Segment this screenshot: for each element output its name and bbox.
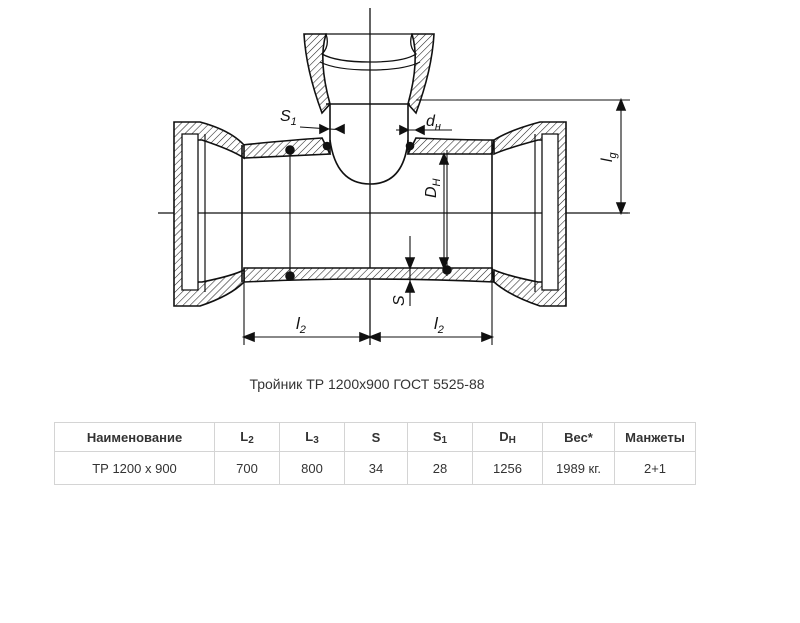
s1-label: $S_1$ <box>280 108 297 128</box>
drawing-caption: Тройник ТР 1200х900 ГОСТ 5525-88 <box>249 376 485 392</box>
cell-cuffs: 2+1 <box>615 452 696 485</box>
header-l3: $L_3$ <box>280 423 345 452</box>
branch-bell-left-wall <box>304 34 330 113</box>
header-name: Наименование <box>55 423 215 452</box>
cell-s1: 28 <box>408 452 473 485</box>
main-top-wall-right <box>408 138 494 154</box>
cell-dh: 1256 <box>473 452 543 485</box>
header-cuffs: Манжеты <box>615 423 696 452</box>
branch-bell-right-wall <box>408 34 434 113</box>
cell-name: ТР 1200 х 900 <box>55 452 215 485</box>
branch-bell-inner <box>322 34 416 62</box>
header-dh: $D_H$ <box>473 423 543 452</box>
main-bottom-wall <box>244 268 494 282</box>
header-s1: $S_1$ <box>408 423 473 452</box>
cell-weight: 1989 кг. <box>543 452 615 485</box>
header-s: S <box>345 423 408 452</box>
table-row <box>55 452 696 485</box>
cell-l3: 800 <box>280 452 345 485</box>
lg-label: $l_g$ <box>599 152 619 162</box>
cell-l2: 700 <box>215 452 280 485</box>
branch-bottom-arc <box>330 140 408 184</box>
dh-label: $D_H$ <box>423 178 443 198</box>
l2-right-label: $l_2$ <box>434 314 444 336</box>
header-l2: $L_2$ <box>215 423 280 452</box>
dn-label: $d_н$ <box>426 113 441 133</box>
l2-left-label: $l_2$ <box>296 314 306 336</box>
table-header-row <box>55 423 696 452</box>
cell-s: 34 <box>345 452 408 485</box>
header-weight: Вес* <box>543 423 615 452</box>
s-label: S <box>391 295 408 306</box>
spec-table <box>54 422 696 485</box>
